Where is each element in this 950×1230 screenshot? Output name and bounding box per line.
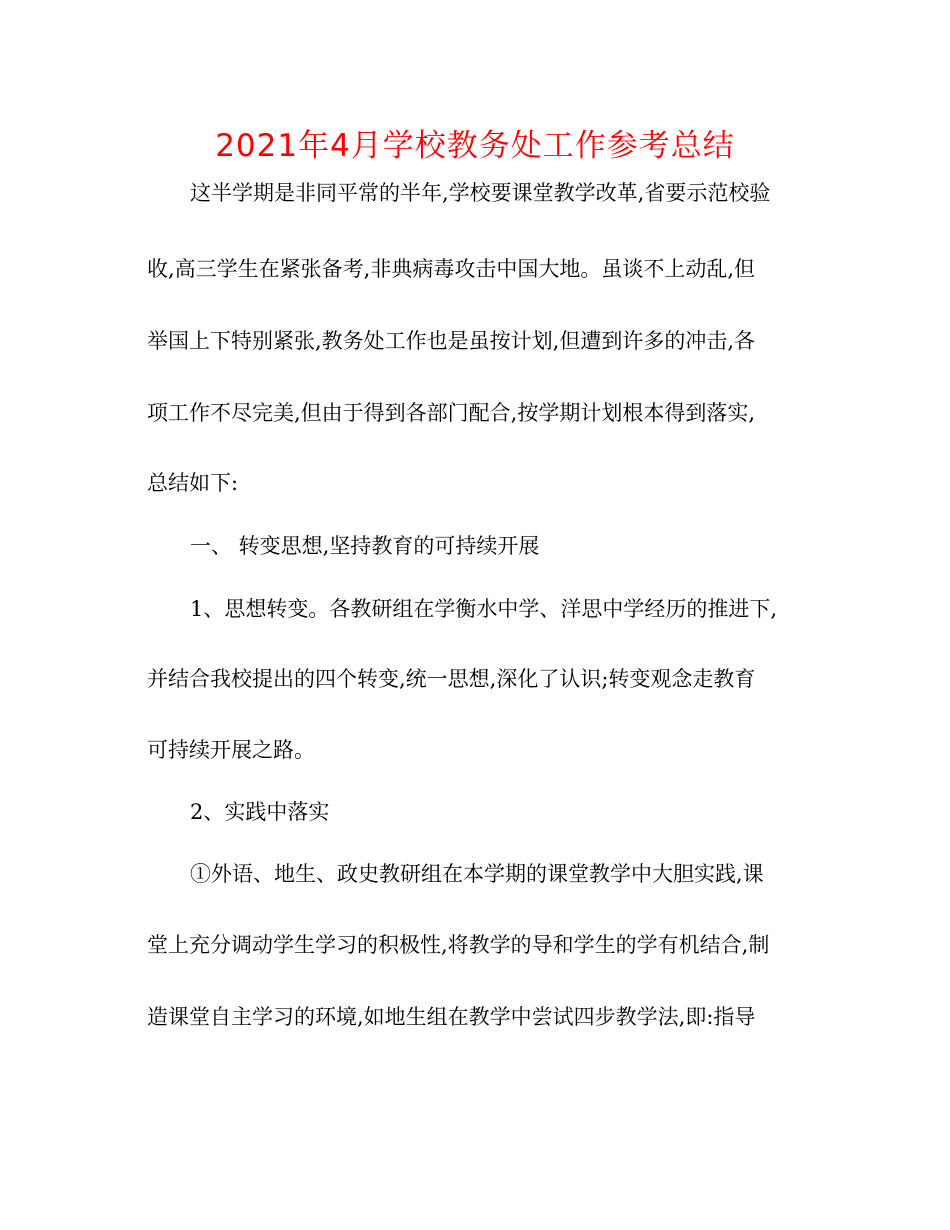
paragraph-line: 1、思想转变。各教研组在学衡水中学、洋思中学经历的推进下, <box>190 597 778 621</box>
paragraph-line: 并结合我校提出的四个转变,统一思想,深化了认识;转变观念走教育 <box>147 667 756 691</box>
paragraph-line: 造课堂自主学习的环境,如地生组在教学中尝试四步教学法,即:指导 <box>147 1005 756 1029</box>
paragraph-line: 这半学期是非同平常的半年,学校要课堂教学改革,省要示范校验 <box>190 181 771 205</box>
document-title: 2021年4月学校教务处工作参考总结 <box>215 128 735 164</box>
paragraph-line: 可持续开展之路。 <box>147 738 315 762</box>
paragraph-line: ①外语、地生、政史教研组在本学期的课堂教学中大胆实践,课 <box>190 862 764 886</box>
paragraph-line: 堂上充分调动学生学习的积极性,将教学的导和学生的学有机结合,制 <box>147 933 770 957</box>
paragraph-line: 总结如下: <box>147 471 239 495</box>
section-heading: 一、 转变思想,坚持教育的可持续开展 <box>190 534 540 558</box>
paragraph-line: 收,高三学生在紧张备考,非典病毒攻击中国大地。虽谈不上动乱,但 <box>147 257 756 281</box>
paragraph-line: 举国上下特别紧张,教务处工作也是虽按计划,但遭到许多的冲击,各 <box>147 329 756 353</box>
paragraph-line: 项工作不尽完美,但由于得到各部门配合,按学期计划根本得到落实, <box>147 401 756 425</box>
subsection-heading: 2、实践中落实 <box>190 800 330 824</box>
